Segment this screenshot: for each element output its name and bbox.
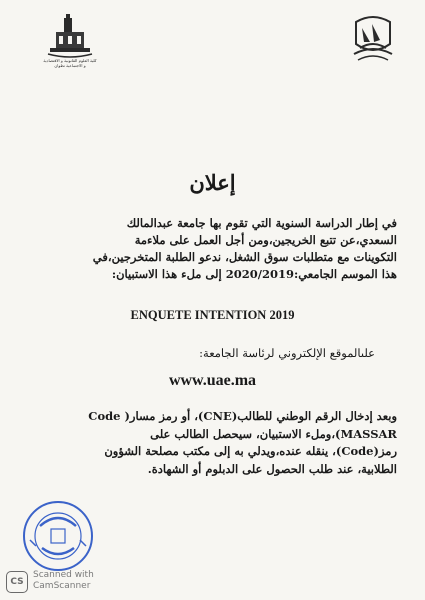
faculty-logo	[40, 14, 100, 60]
university-url[interactable]: www.uae.ma	[168, 372, 257, 389]
camscanner-line: CamScanner	[33, 581, 91, 591]
faculty-caption-line-2: و الاجتماعية تطوان	[54, 63, 86, 68]
announcement-title: إعلان	[189, 170, 236, 195]
intro-line: هذا الموسم الجامعي:2020/2019 إلى ملء هذا الاستبيان:	[111, 267, 397, 281]
survey-name: ENQUETE INTENTION 2019	[130, 308, 295, 322]
site-intro-line: علىالموقع الإلكتروني لرئاسة الجامعة:	[199, 346, 375, 360]
instruction-line: الطلابية، عند طلب الحصول على الدبلوم أو الشهادة.	[147, 461, 397, 476]
instruction-paragraph	[27, 408, 397, 478]
intro-line: التكوينات مع متطلبات سوق الشغل، ندعو الطلبة المتخرجين،في	[92, 250, 397, 264]
faculty-caption-line-1: كلية العلوم القانونية و الاقتصادية	[43, 58, 97, 63]
camscanner-text	[33, 570, 94, 592]
official-stamp	[18, 496, 98, 576]
site-intro	[45, 345, 375, 362]
university-logo	[350, 14, 396, 66]
instruction-line: MASSAR)،وملء الاستبيان، سيحصل الطالب على	[150, 426, 397, 441]
camscanner-line: Scanned with	[33, 570, 94, 580]
intro-paragraph	[27, 215, 397, 283]
instruction-line: وبعد إدخال الرقم الوطني للطالب(CNE)، أو رمز مسار( Code	[88, 409, 397, 423]
camscanner-icon: CS	[6, 571, 28, 593]
faculty-logo-caption	[30, 58, 110, 68]
instruction-line: رمز(Code)، ينقله عنده،ويدلي به إلى مكتب مصلحة الشؤون	[104, 444, 397, 458]
intro-line: السعدي،عن تتبع الخريجين،ومن أجل العمل على ملاءمة	[134, 233, 397, 247]
intro-line: في إطار الدراسة السنوية التي تقوم بها جامعة عبدالمالك	[126, 216, 397, 230]
camscanner-watermark	[6, 569, 146, 595]
